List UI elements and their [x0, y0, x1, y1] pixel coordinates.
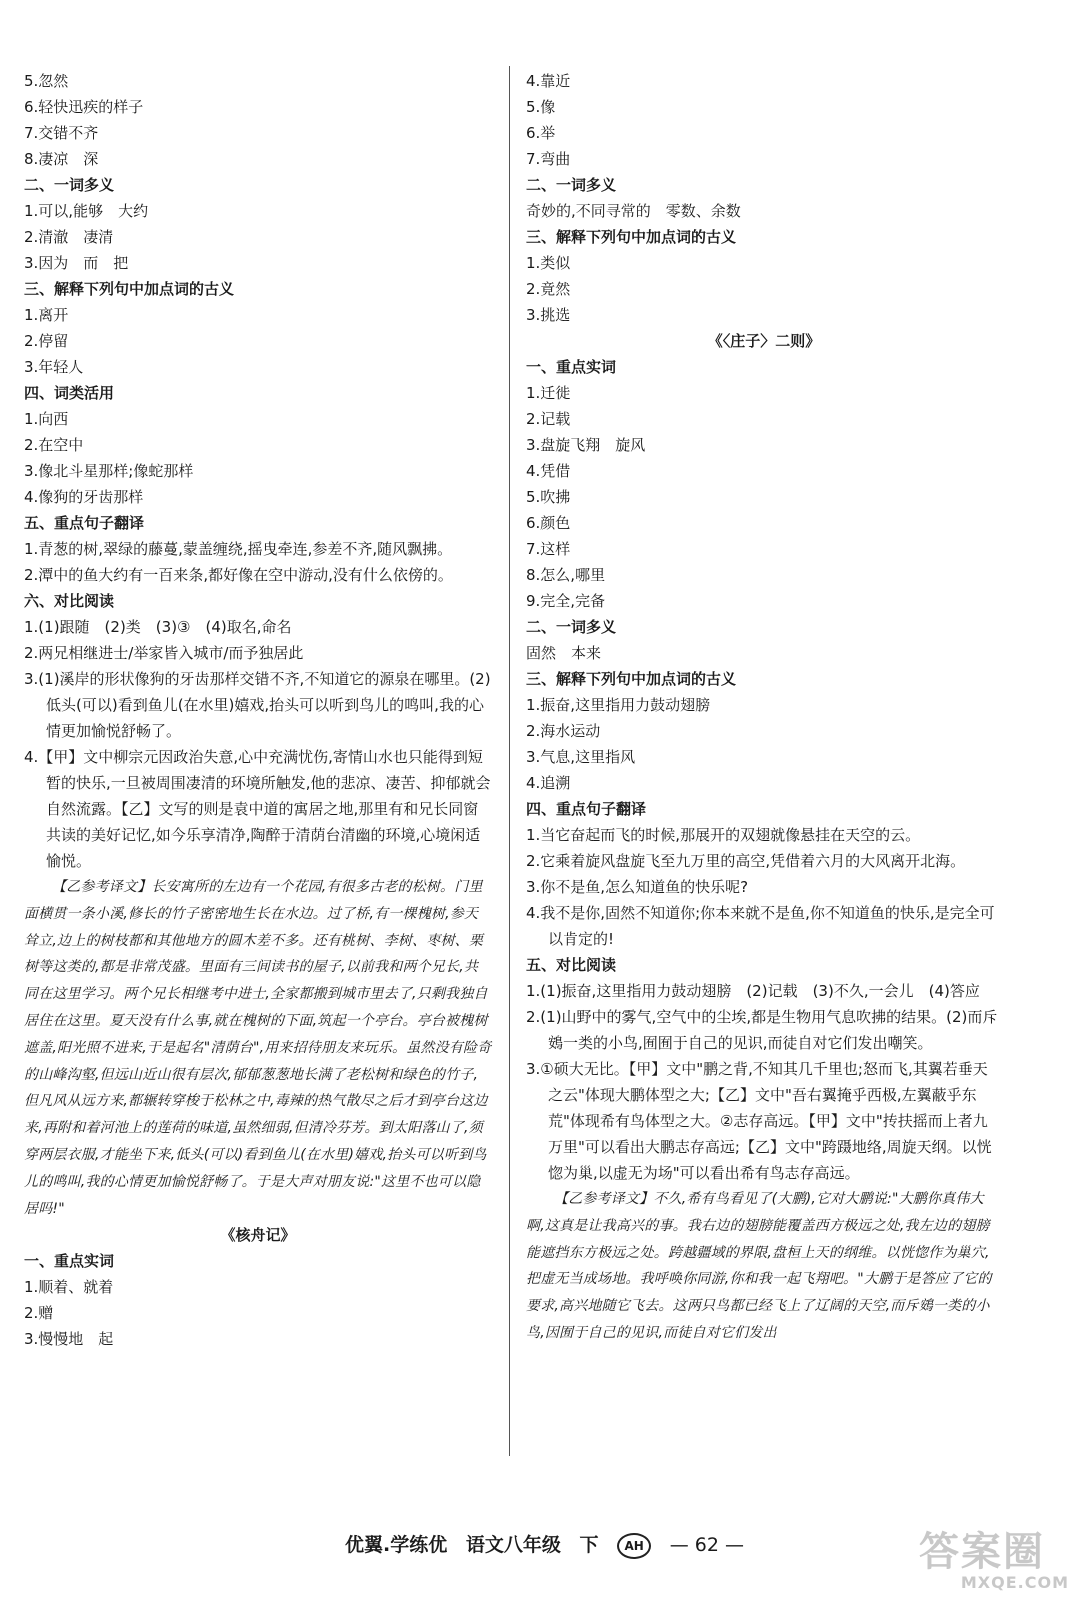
section-heading: 五、重点句子翻译: [24, 514, 145, 532]
answer-line: 2.竟然: [526, 280, 571, 298]
answer-line: 6.颜色: [526, 514, 571, 532]
answer-line: 3.气息,这里指风: [526, 748, 636, 766]
answer-line: 1.振奋,这里指用力鼓动翅膀: [526, 696, 711, 714]
answer-line: 1.(1)跟随 (2)类 (3)③ (4)取名,命名: [24, 618, 292, 636]
answer-line: 3.因为 而 把: [24, 254, 129, 272]
article-title: 《〈庄子〉二则》: [707, 332, 821, 350]
answer-line: 2.(1)山野中的雾气,空气中的尘埃,都是生物用气息吹拂的结果。(2)而斥鴳一类的小鸟,囿囿于自己的见识,而徒自对它们发出嘲笑。: [526, 1008, 998, 1052]
section-heading: 三、解释下列句中加点词的古义: [526, 228, 737, 246]
answer-line: 1.离开: [24, 306, 69, 324]
answer-line: 2.停留: [24, 332, 69, 350]
section-heading: 一、重点实词: [24, 1252, 115, 1271]
answer-line: 5.吹拂: [526, 488, 571, 506]
answer-line: 固然 本来: [526, 644, 602, 662]
answer-line: 1.可以,能够 大约: [24, 202, 149, 220]
section-heading: 二、一词多义: [24, 176, 115, 194]
column-divider: [509, 66, 510, 1456]
answer-line: 1.向西: [24, 410, 69, 428]
answer-line: 4.追溯: [526, 774, 571, 792]
edition-badge: AH: [617, 1533, 651, 1559]
answer-line: 4.【甲】文中柳宗元因政治失意,心中充满忧伤,寄情山水也只能得到短暂的快乐,一旦被周围凄清的环境所触发,他的悲凉、凄苦、抑郁就会自然流露。【乙】文写的则是袁中道的寓居之地,那里有和兄长同窗共读的美好记忆,如今乐享清净,陶醉于清荫台清幽的环境,心境闲适愉悦。: [24, 748, 491, 870]
reference-translation: 【乙参考译文】不久,希有鸟看见了(大鹏),它对大鹏说:"大鹏你真伟大啊,这真是让我高兴的事。我右边的翅膀能覆盖西方极远之处,我左边的翅膀能遮挡东方极远之处。跨越疆域的界限,盘桓上天的纲维。以恍惚作为巢穴,把虚无当成场地。我呼唤你同游,你和我一起飞翔吧。"大鹏于是答应了它的要求,高兴地随它飞去。这两只鸟都已经飞上了辽阔的天空,而斥鴳一类的小鸟,因囿于自己的见识,而徒自对它们发出: [526, 1191, 992, 1341]
section-heading: 四、重点句子翻译: [526, 800, 647, 818]
answer-line: 2.潭中的鱼大约有一百来条,都好像在空中游动,没有什么依傍的。: [24, 566, 453, 584]
answer-line: 7.弯曲: [526, 150, 571, 168]
right-column: [526, 68, 1002, 1347]
watermark-url: MXQE.COM: [960, 1573, 1069, 1592]
answer-line: 1.迁徙: [526, 384, 571, 402]
footer-volume: 下: [579, 1534, 599, 1556]
section-heading: 四、词类活用: [24, 384, 115, 402]
page-number: — 62 —: [669, 1534, 744, 1556]
answer-line: 4.像狗的牙齿那样: [24, 488, 144, 506]
reference-translation: 【乙参考译文】长安寓所的左边有一个花园,有很多古老的松树。门里面横贯一条小溪,修长的竹子密密地生长在水边。过了桥,有一棵槐树,参天耸立,边上的树枝都和其他地方的圆木差不多。还有桃树、李树、枣树、栗树等这类的,都是非常茂盛。里面有三间读书的屋子,以前我和两个兄长,共同在这里学习。两个兄长相继考中进士,全家都搬到城市里去了,只剩我独自居住在这里。夏天没有什么事,就在槐树的下面,筑起一个亭台。亭台被槐树遮盖,阳光照不进来,于是起名"清荫台",用来招待朋友来玩乐。虽然没有险奇的山峰沟壑,但远山近山很有层次,郁郁葱葱地长满了老松树和绿色的竹子,但凡风从远方来,都辗转穿梭于松林之中,毒辣的热气散尽之后才到亭台这边来,再附和着河池上的莲荷的味道,虽然细弱,但清冷芬芳。到太阳落山了,须穿两层衣服,才能坐下来,低头(可以)看到鱼儿(在水里)嬉戏,抬头可以听到鸟儿的鸣叫,我的心情更加愉悦舒畅了。于是大声对朋友说:"这里不也可以隐居吗!": [24, 879, 492, 1217]
answer-line: 1.顺着、就着: [24, 1278, 114, 1297]
answer-line: 3.(1)溪岸的形状像狗的牙齿那样交错不齐,不知道它的源泉在哪里。(2)低头(可以)看到鱼儿(在水里)嬉戏,抬头可以听到鸟儿的鸣叫,我的心情更加愉悦舒畅了。: [24, 670, 491, 740]
answer-line: 4.凭借: [526, 462, 571, 480]
left-column: [24, 68, 492, 1352]
answer-line: 6.轻快迅疾的样子: [24, 98, 144, 116]
section-heading: 三、解释下列句中加点词的古义: [526, 670, 737, 688]
answer-line: 2.海水运动: [526, 722, 601, 740]
answer-line: 1.(1)振奋,这里指用力鼓动翅膀 (2)记载 (3)不久,一会儿 (4)答应: [526, 982, 980, 1000]
answer-line: 1.当它奋起而飞的时候,那展开的双翅就像悬挂在天空的云。: [526, 826, 921, 844]
section-heading: 一、重点实词: [526, 358, 617, 376]
answer-line: 7.这样: [526, 540, 571, 558]
answer-line: 2.在空中: [24, 436, 84, 454]
answer-line: 奇妙的,不同寻常的 零数、余数: [526, 202, 741, 220]
answer-line: 3.①硕大无比。【甲】文中"鹏之背,不知其几千里也;怒而飞,其翼若垂天之云"体现大鹏体型之大;【乙】文中"吾右翼掩乎西极,左翼蔽乎东荒"体现希有鸟体型之大。②志存高远。【甲】文中"抟扶摇而上者九万里"可以看出大鹏志存高远;【乙】文中"跨蹑地络,周旋天纲。以恍惚为巢,以虚无为场"可以看出希有鸟志存高远。: [526, 1060, 992, 1182]
answer-line: 2.两兄相继进士/举家皆入城市/而予独居此: [24, 644, 304, 662]
answer-line: 2.它乘着旋风盘旋飞至九万里的高空,凭借着六月的大风离开北海。: [526, 852, 966, 870]
section-heading: 二、一词多义: [526, 176, 617, 194]
footer-brand: 优翼.学练优: [344, 1534, 448, 1556]
answer-line: 3.年轻人: [24, 358, 84, 376]
answer-line: 4.我不是你,固然不知道你;你本来就不是鱼,你不知道鱼的快乐,是完全可以肯定的!: [526, 904, 995, 948]
answer-line: 5.像: [526, 98, 556, 116]
article-title: 《核舟记》: [220, 1226, 296, 1245]
watermark-title: 答案圈: [919, 1529, 1045, 1575]
answer-line: 3.盘旋飞翔 旋风: [526, 436, 646, 454]
answer-line: 8.凄凉 深: [24, 150, 99, 168]
answer-line: 2.记载: [526, 410, 571, 428]
answer-line: 3.慢慢地 起: [24, 1330, 114, 1349]
answer-line: 3.你不是鱼,怎么知道鱼的快乐呢?: [526, 878, 749, 896]
answer-line: 3.挑选: [526, 306, 571, 324]
answer-line: 5.忽然: [24, 72, 69, 90]
section-heading: 六、对比阅读: [24, 592, 115, 610]
answer-line: 1.类似: [526, 254, 571, 272]
answer-line: 1.青葱的树,翠绿的藤蔓,蒙盖缠绕,摇曳牵连,参差不齐,随风飘拂。: [24, 540, 453, 558]
answer-line: 9.完全,完备: [526, 592, 606, 610]
section-heading: 二、一词多义: [526, 618, 617, 636]
answer-line: 8.怎么,哪里: [526, 566, 606, 584]
watermark-logo: [919, 1530, 1069, 1590]
section-heading: 三、解释下列句中加点词的古义: [24, 280, 235, 298]
answer-line: 7.交错不齐: [24, 124, 99, 142]
answer-line: 2.清澈 凄清: [24, 228, 114, 246]
answer-line: 6.举: [526, 124, 556, 142]
section-heading: 五、对比阅读: [526, 956, 617, 974]
footer-subject: 语文八年级: [465, 1534, 561, 1556]
answer-line: 3.像北斗星那样;像蛇那样: [24, 462, 194, 480]
answer-line: 2.赠: [24, 1304, 54, 1323]
answer-line: 4.靠近: [526, 72, 571, 90]
